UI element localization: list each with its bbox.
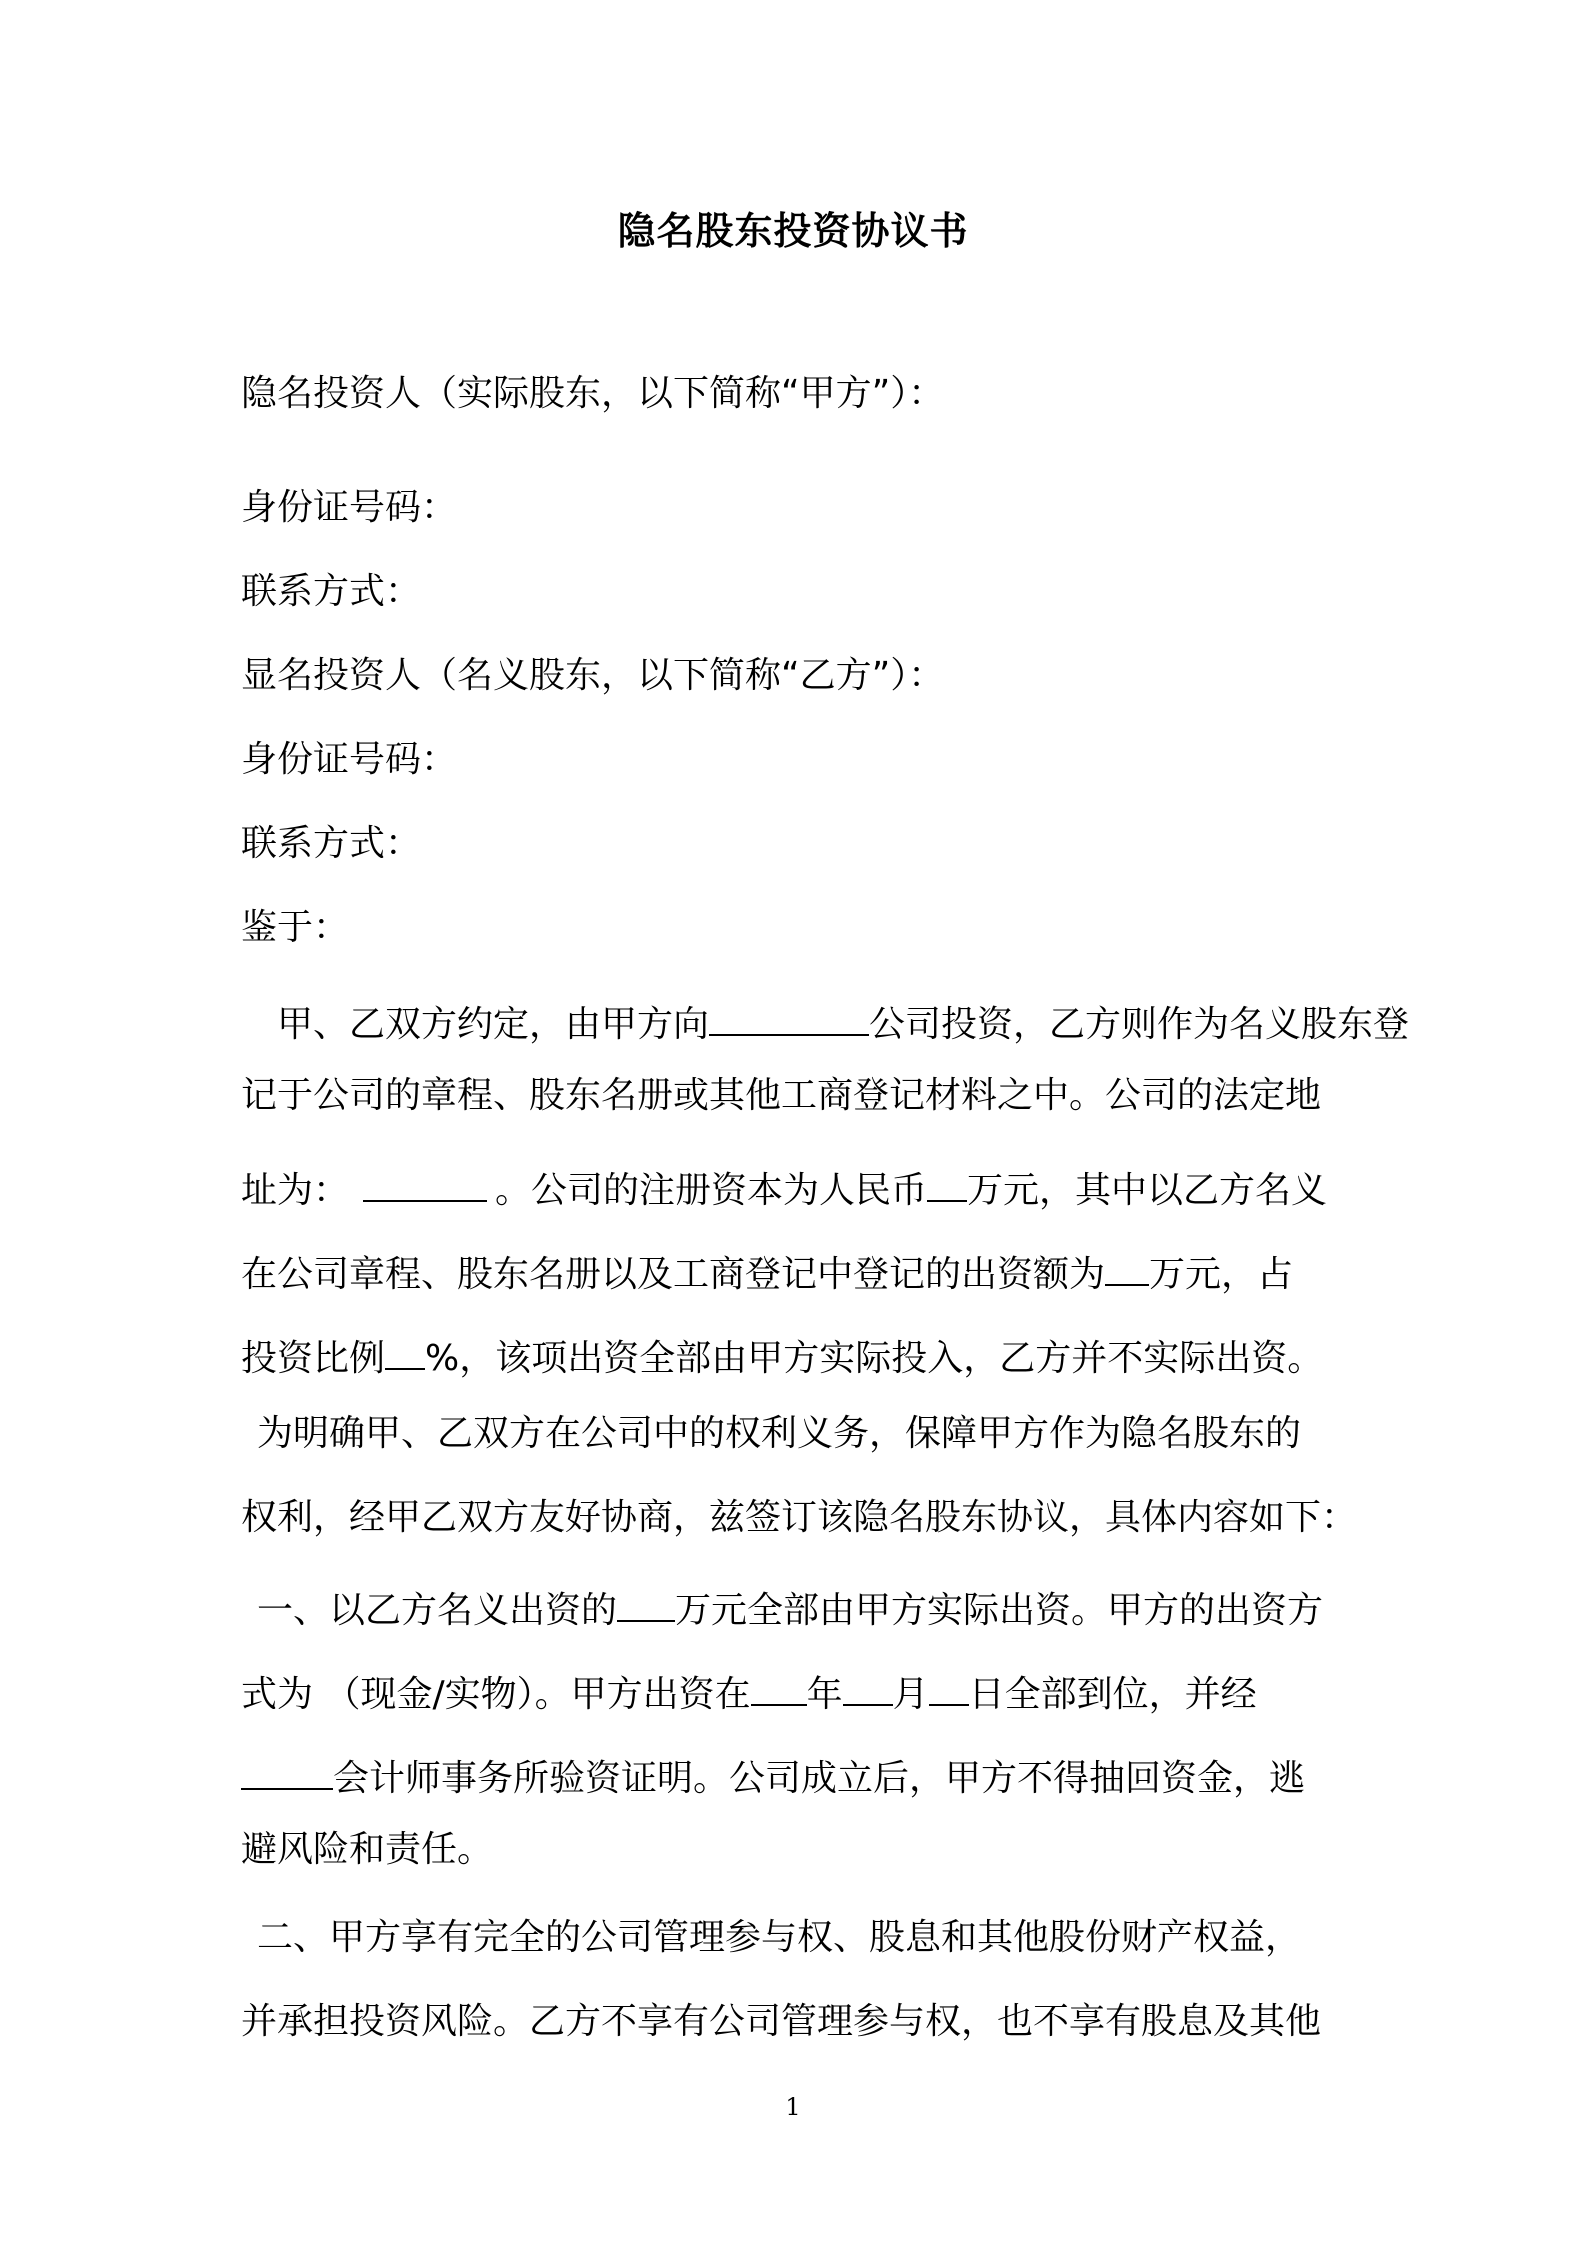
text-segment: 一、以乙方名义出资的	[257, 1590, 618, 1631]
text-segment: 万元，占	[1149, 1254, 1294, 1295]
blank-day	[929, 1666, 969, 1706]
party-a-contact-label: 联系方式：	[241, 571, 422, 612]
text-segment: 月	[892, 1674, 929, 1715]
text-segment: 公司投资，乙方则作为名义股东登	[869, 1004, 1410, 1045]
paragraph-line: 为明确甲、乙双方在公司中的权利义务，保障甲方作为隐名股东的	[257, 1413, 1302, 1454]
party-a-id-label: 身份证号码：	[241, 487, 458, 528]
clause-one-line	[241, 1666, 1257, 1717]
text-segment: 万元全部由甲方实际出资。甲方的出资方	[675, 1590, 1324, 1631]
paragraph-line	[277, 996, 1409, 1047]
paragraph-line	[241, 1330, 1323, 1381]
paragraph-line: 权利，经甲乙双方友好协商，兹签订该隐名股东协议，具体内容如下：	[241, 1497, 1358, 1538]
party-a-heading: 隐名投资人（实际股东，以下简称“甲方”）：	[241, 373, 945, 414]
clause-one-line	[241, 1750, 1305, 1801]
blank-investment-ratio	[385, 1330, 425, 1370]
blank-registered-capital	[927, 1162, 967, 1202]
text-segment: 会计师事务所验资证明。公司成立后，甲方不得抽回资金，逃	[333, 1758, 1306, 1799]
text-segment: 。公司的注册资本为人民币	[495, 1170, 928, 1211]
blank-company-name	[709, 996, 869, 1036]
clause-two-line: 并承担投资风险。乙方不享有公司管理参与权，也不享有股息及其他	[241, 2001, 1322, 2042]
party-b-contact-label: 联系方式：	[241, 823, 422, 864]
page-number: 1	[785, 2093, 801, 2121]
blank-month	[843, 1666, 893, 1706]
blank-amount	[617, 1582, 675, 1622]
text-segment: 日全部到位，并经	[968, 1674, 1257, 1715]
text-segment: 万元，其中以乙方名义	[967, 1170, 1328, 1211]
text-segment: 在公司章程、股东名册以及工商登记中登记的出资额为	[241, 1254, 1106, 1295]
blank-year	[751, 1666, 807, 1706]
paragraph-line	[241, 1246, 1293, 1297]
text-segment: 年	[806, 1674, 843, 1715]
whereas-label: 鉴于：	[241, 907, 350, 948]
clause-one-line	[257, 1582, 1323, 1633]
clause-one-line: 避风险和责任。	[241, 1829, 494, 1870]
paragraph-line	[241, 1162, 1327, 1213]
text-segment: 址为：	[241, 1170, 350, 1211]
clause-two-line: 二、甲方享有完全的公司管理参与权、股息和其他股份财产权益，	[257, 1917, 1302, 1958]
text-segment: 投资比例	[241, 1338, 386, 1379]
blank-accounting-firm	[241, 1750, 333, 1790]
text-segment: 甲、乙双方约定，由甲方向	[277, 1004, 710, 1045]
blank-contribution-amount	[1105, 1246, 1149, 1286]
text-segment: %，该项出资全部由甲方实际投入，乙方并不实际出资。	[425, 1338, 1324, 1379]
party-b-id-label: 身份证号码：	[241, 739, 458, 780]
document-title: 隐名股东投资协议书	[617, 209, 969, 253]
text-segment: 式为 （现金/实物）。甲方出资在	[241, 1674, 751, 1715]
blank-legal-address	[363, 1162, 487, 1202]
paragraph-line: 记于公司的章程、股东名册或其他工商登记材料之中。公司的法定地	[241, 1075, 1322, 1116]
party-b-heading: 显名投资人（名义股东，以下简称“乙方”）：	[241, 655, 945, 696]
